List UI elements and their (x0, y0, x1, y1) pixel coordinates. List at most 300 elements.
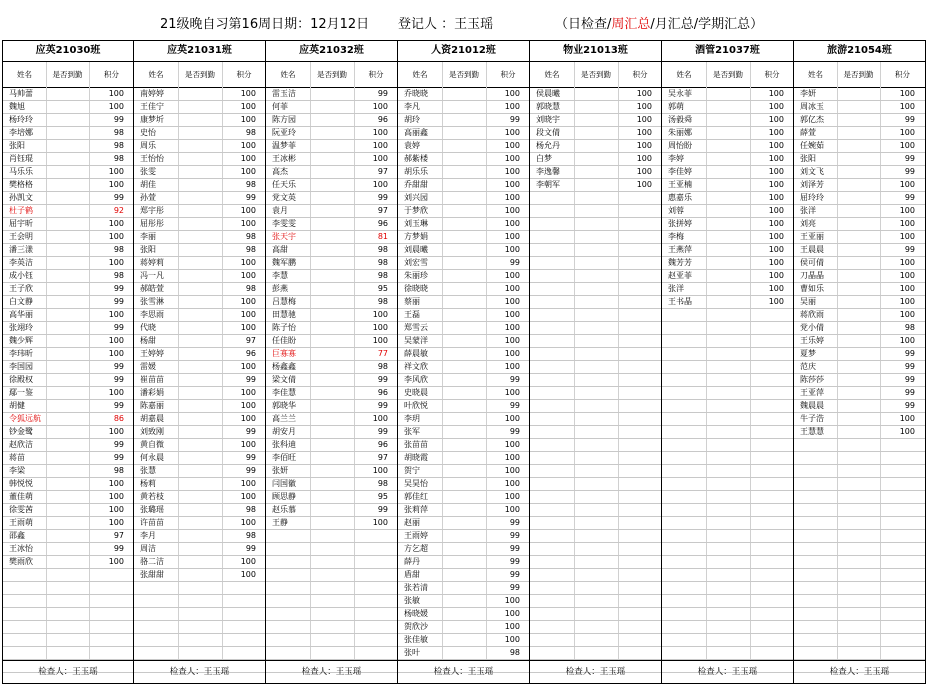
student-row (794, 361, 925, 374)
student-score: 100 (899, 310, 915, 319)
empty-row (266, 608, 397, 621)
student-row (266, 166, 397, 179)
empty-row (530, 452, 661, 465)
student-name: 高甜 (272, 245, 288, 254)
signed-column-header: 是否到勤 (713, 70, 743, 79)
student-score: 98 (377, 245, 388, 254)
student-score: 98 (245, 284, 256, 293)
student-row (398, 621, 529, 634)
student-row (266, 309, 397, 322)
student-row (794, 426, 925, 439)
empty-row (134, 608, 265, 621)
student-row (266, 218, 397, 231)
student-row (3, 166, 133, 179)
student-name: 邵鑫 (9, 531, 25, 540)
student-row (134, 309, 265, 322)
student-name: 郝皓萱 (140, 284, 164, 293)
class-column (266, 41, 398, 683)
student-score: 100 (899, 141, 915, 150)
student-score: 100 (372, 518, 388, 527)
inspector-footer: 检查人：王玉瑶 (794, 660, 925, 683)
student-row (3, 244, 133, 257)
student-row (266, 257, 397, 270)
student-name: 张阳 (800, 154, 816, 163)
student-score: 100 (899, 297, 915, 306)
empty-row (530, 426, 661, 439)
class-name: 应英21032班 (266, 41, 397, 62)
student-row (3, 153, 133, 166)
student-row (398, 608, 529, 621)
student-name: 张慧 (140, 466, 156, 475)
student-name: 任婉茹 (800, 141, 824, 150)
student-name: 盾甜 (404, 570, 420, 579)
student-name: 吴昊怡 (404, 479, 428, 488)
student-row (3, 88, 133, 101)
student-name: 胡健 (9, 401, 25, 410)
student-name: 王冰怡 (9, 544, 33, 553)
student-name: 侯晨曦 (536, 89, 560, 98)
student-row (3, 140, 133, 153)
student-row (794, 218, 925, 231)
student-row (134, 270, 265, 283)
student-score: 99 (904, 167, 915, 176)
student-name: 王雨萌 (9, 518, 33, 527)
student-score: 100 (504, 167, 520, 176)
summary-prefix: （日检查/ (555, 17, 612, 32)
student-name: 刘泽芳 (800, 180, 824, 189)
signed-column-header: 是否到勤 (317, 70, 347, 79)
student-row (266, 387, 397, 400)
student-score: 99 (509, 544, 520, 553)
student-row (398, 270, 529, 283)
student-score: 100 (372, 154, 388, 163)
student-row (794, 309, 925, 322)
student-score: 100 (240, 440, 256, 449)
student-name: 杨晓媛 (404, 609, 428, 618)
empty-row (794, 478, 925, 491)
student-score: 96 (377, 440, 388, 449)
student-score: 100 (372, 141, 388, 150)
student-row (662, 244, 793, 257)
student-row (662, 88, 793, 101)
student-score: 100 (504, 245, 520, 254)
student-row (3, 465, 133, 478)
empty-row (530, 348, 661, 361)
student-score: 99 (113, 440, 124, 449)
student-name: 刘兴园 (404, 193, 428, 202)
student-score: 96 (377, 219, 388, 228)
empty-row (134, 582, 265, 595)
student-score: 97 (377, 167, 388, 176)
student-row (398, 634, 529, 647)
student-name: 王亚丽 (800, 232, 824, 241)
student-row (266, 322, 397, 335)
student-name: 杨允丹 (536, 141, 560, 150)
student-row (266, 101, 397, 114)
student-name: 赵乐慕 (272, 505, 296, 514)
student-score: 100 (504, 505, 520, 514)
student-name: 乔晓晓 (404, 89, 428, 98)
student-row (662, 205, 793, 218)
student-name: 李英洁 (9, 258, 33, 267)
empty-row (794, 543, 925, 556)
student-score: 99 (113, 362, 124, 371)
student-name: 韩悦悦 (9, 479, 33, 488)
student-row (266, 504, 397, 517)
class-column (3, 41, 134, 683)
inspector-footer: 检查人：王玉瑶 (398, 660, 529, 683)
student-row (134, 465, 265, 478)
student-score: 100 (108, 479, 124, 488)
student-row (266, 413, 397, 426)
student-score: 98 (245, 232, 256, 241)
student-row (398, 231, 529, 244)
student-row (266, 153, 397, 166)
student-name: 孙凯文 (9, 193, 33, 202)
student-score: 99 (377, 505, 388, 514)
student-row (398, 582, 529, 595)
empty-row (530, 491, 661, 504)
student-score: 98 (377, 362, 388, 371)
student-row (134, 244, 265, 257)
student-name: 张科迪 (272, 440, 296, 449)
student-score: 100 (768, 128, 784, 137)
student-row (530, 140, 661, 153)
student-name: 马帅蕾 (9, 89, 33, 98)
student-row (794, 244, 925, 257)
empty-row (530, 270, 661, 283)
student-score: 100 (768, 245, 784, 254)
name-column-header: 姓名 (544, 70, 560, 79)
student-name: 郭晓慧 (536, 102, 560, 111)
student-row (398, 491, 529, 504)
student-name: 何菲 (272, 102, 288, 111)
student-name: 贺宁 (404, 466, 420, 475)
student-name: 高华丽 (9, 310, 33, 319)
name-column-header: 姓名 (676, 70, 692, 79)
student-row (398, 140, 529, 153)
attendance-grid (2, 40, 926, 684)
student-name: 李玥 (404, 414, 420, 423)
column-header-row (266, 62, 397, 88)
student-row (266, 88, 397, 101)
name-column-header: 姓名 (280, 70, 296, 79)
student-score: 100 (636, 154, 652, 163)
student-score: 99 (904, 154, 915, 163)
class-name: 物业21013班 (530, 41, 661, 62)
student-score: 100 (108, 492, 124, 501)
student-score: 99 (377, 427, 388, 436)
class-column (530, 41, 662, 683)
student-name: 王亚楠 (668, 180, 692, 189)
empty-row (662, 322, 793, 335)
student-row (662, 283, 793, 296)
empty-row (662, 426, 793, 439)
student-score: 98 (377, 297, 388, 306)
student-name: 代晓 (140, 323, 156, 332)
student-score: 100 (636, 102, 652, 111)
student-score: 100 (240, 388, 256, 397)
student-row (266, 114, 397, 127)
student-name: 张翊玲 (9, 323, 33, 332)
student-score: 100 (504, 336, 520, 345)
student-name: 赵丽 (404, 518, 420, 527)
student-score: 100 (899, 102, 915, 111)
student-name: 刘文飞 (800, 167, 824, 176)
empty-row (662, 413, 793, 426)
student-score: 100 (899, 336, 915, 345)
student-score: 98 (113, 245, 124, 254)
student-row (398, 543, 529, 556)
student-row (134, 413, 265, 426)
student-score: 100 (768, 154, 784, 163)
empty-row (662, 400, 793, 413)
summary-type-label (555, 13, 763, 32)
student-name: 张军 (404, 427, 420, 436)
student-name: 袁婷 (404, 141, 420, 150)
student-row (398, 439, 529, 452)
student-row (662, 179, 793, 192)
student-name: 周乐 (140, 141, 156, 150)
empty-row (530, 465, 661, 478)
student-name: 郑宇彤 (140, 206, 164, 215)
student-name: 张莉萍 (404, 505, 428, 514)
student-row (794, 387, 925, 400)
student-row (662, 166, 793, 179)
student-row (398, 426, 529, 439)
student-name: 王乐婷 (800, 336, 824, 345)
empty-row (794, 556, 925, 569)
class-name: 应英21031班 (134, 41, 265, 62)
empty-row (794, 647, 925, 660)
student-row (3, 478, 133, 491)
empty-row (134, 634, 265, 647)
student-score: 100 (768, 102, 784, 111)
student-name: 王怡怡 (140, 154, 164, 163)
student-name: 张妍 (272, 466, 288, 475)
student-row (134, 140, 265, 153)
student-name: 曹如乐 (800, 284, 824, 293)
student-name: 杜子鹤 (9, 206, 33, 215)
student-row (3, 309, 133, 322)
student-name: 令狐远航 (9, 414, 41, 423)
student-row (134, 205, 265, 218)
student-score: 99 (509, 375, 520, 384)
student-name: 李佳婷 (668, 167, 692, 176)
student-row (3, 504, 133, 517)
student-score: 99 (113, 284, 124, 293)
student-row (3, 270, 133, 283)
student-name: 屈玲玲 (800, 193, 824, 202)
student-row (266, 465, 397, 478)
student-row (398, 504, 529, 517)
student-row (398, 348, 529, 361)
empty-row (134, 621, 265, 634)
empty-row (662, 335, 793, 348)
student-name: 王磊 (404, 310, 420, 319)
student-row (398, 244, 529, 257)
student-row (662, 192, 793, 205)
student-name: 任天乐 (272, 180, 296, 189)
empty-row (266, 556, 397, 569)
empty-row (662, 504, 793, 517)
empty-row (662, 608, 793, 621)
student-score: 100 (108, 505, 124, 514)
student-row (134, 426, 265, 439)
student-row (134, 192, 265, 205)
student-row (530, 88, 661, 101)
empty-row (530, 634, 661, 647)
empty-row (3, 647, 133, 660)
student-row (398, 374, 529, 387)
student-score: 98 (377, 258, 388, 267)
empty-row (530, 387, 661, 400)
student-row (398, 400, 529, 413)
student-score: 96 (377, 115, 388, 124)
student-name: 叶欣悦 (404, 401, 428, 410)
student-row (794, 88, 925, 101)
student-score: 99 (904, 115, 915, 124)
student-row (3, 257, 133, 270)
student-name: 任佳盼 (272, 336, 296, 345)
student-name: 贺欣沙 (404, 622, 428, 631)
student-name: 张天宇 (272, 232, 296, 241)
student-name: 汤毅舜 (668, 115, 692, 124)
student-score: 100 (240, 271, 256, 280)
student-name: 刘致刚 (140, 427, 164, 436)
student-name: 魏芳芳 (668, 258, 692, 267)
empty-row (3, 582, 133, 595)
student-row (398, 153, 529, 166)
student-row (3, 556, 133, 569)
student-score: 100 (899, 427, 915, 436)
student-row (134, 218, 265, 231)
name-column-header: 姓名 (148, 70, 164, 79)
empty-row (3, 621, 133, 634)
student-score: 100 (240, 141, 256, 150)
student-score: 100 (504, 635, 520, 644)
student-row (794, 296, 925, 309)
student-score: 100 (108, 518, 124, 527)
score-column-header: 积分 (895, 70, 910, 79)
student-score: 100 (504, 492, 520, 501)
student-row (398, 595, 529, 608)
student-name: 李佰旺 (272, 453, 296, 462)
student-name: 李玮昕 (9, 349, 33, 358)
student-row (794, 179, 925, 192)
student-score: 100 (768, 180, 784, 189)
student-name: 李雯雯 (272, 219, 296, 228)
empty-row (662, 556, 793, 569)
empty-row (134, 595, 265, 608)
student-row (662, 296, 793, 309)
student-score: 100 (240, 115, 256, 124)
empty-row (530, 361, 661, 374)
column-header-row (662, 62, 793, 88)
student-name: 吴丽 (800, 297, 816, 306)
student-score: 100 (504, 271, 520, 280)
student-name: 朱丽娜 (668, 128, 692, 137)
student-row (794, 114, 925, 127)
student-name: 李培娜 (9, 128, 33, 137)
student-score: 100 (768, 219, 784, 228)
student-score: 100 (108, 310, 124, 319)
student-row (266, 452, 397, 465)
student-row (794, 413, 925, 426)
student-score: 100 (768, 206, 784, 215)
empty-row (794, 452, 925, 465)
student-name: 刘玉琳 (404, 219, 428, 228)
student-score: 98 (113, 271, 124, 280)
student-row (134, 374, 265, 387)
empty-row (794, 634, 925, 647)
student-name: 党小倩 (800, 323, 824, 332)
student-score: 97 (377, 206, 388, 215)
empty-row (530, 231, 661, 244)
student-score: 98 (245, 180, 256, 189)
student-name: 钞金鹭 (9, 427, 33, 436)
student-row (266, 231, 397, 244)
student-name: 黄若枝 (140, 492, 164, 501)
student-score: 98 (377, 271, 388, 280)
student-row (662, 231, 793, 244)
student-row (134, 387, 265, 400)
student-score: 99 (245, 193, 256, 202)
student-name: 胡乐乐 (404, 167, 428, 176)
student-score: 99 (377, 89, 388, 98)
student-name: 陈方园 (272, 115, 296, 124)
student-score: 100 (240, 479, 256, 488)
student-score: 100 (899, 232, 915, 241)
student-row (398, 309, 529, 322)
student-name: 闫国徽 (272, 479, 296, 488)
student-name: 李朝军 (536, 180, 560, 189)
student-score: 100 (768, 115, 784, 124)
student-row (3, 114, 133, 127)
student-score: 99 (904, 375, 915, 384)
student-name: 李梅 (668, 232, 684, 241)
student-score: 100 (504, 466, 520, 475)
student-row (794, 322, 925, 335)
student-name: 徐雯茜 (9, 505, 33, 514)
student-score: 100 (108, 427, 124, 436)
student-score: 100 (768, 284, 784, 293)
summary-week-highlight: 周汇总 (611, 17, 651, 32)
student-row (398, 322, 529, 335)
student-name: 魏晨晨 (800, 401, 824, 410)
student-name: 胡安月 (272, 427, 296, 436)
empty-row (530, 569, 661, 582)
student-score: 98 (245, 245, 256, 254)
signed-column-header: 是否到勤 (449, 70, 479, 79)
student-row (794, 101, 925, 114)
student-score: 100 (108, 349, 124, 358)
student-row (662, 257, 793, 270)
empty-row (530, 309, 661, 322)
student-row (794, 127, 925, 140)
student-score: 100 (240, 206, 256, 215)
student-name: 郭晓华 (272, 401, 296, 410)
student-name: 胡玲 (404, 115, 420, 124)
summary-suffix: /月汇总/学期汇总） (650, 17, 764, 32)
student-row (266, 140, 397, 153)
student-score: 100 (372, 466, 388, 475)
student-name: 王慧慧 (800, 427, 824, 436)
student-row (398, 387, 529, 400)
student-score: 92 (113, 206, 124, 215)
student-name: 刘晓宇 (536, 115, 560, 124)
student-row (794, 153, 925, 166)
